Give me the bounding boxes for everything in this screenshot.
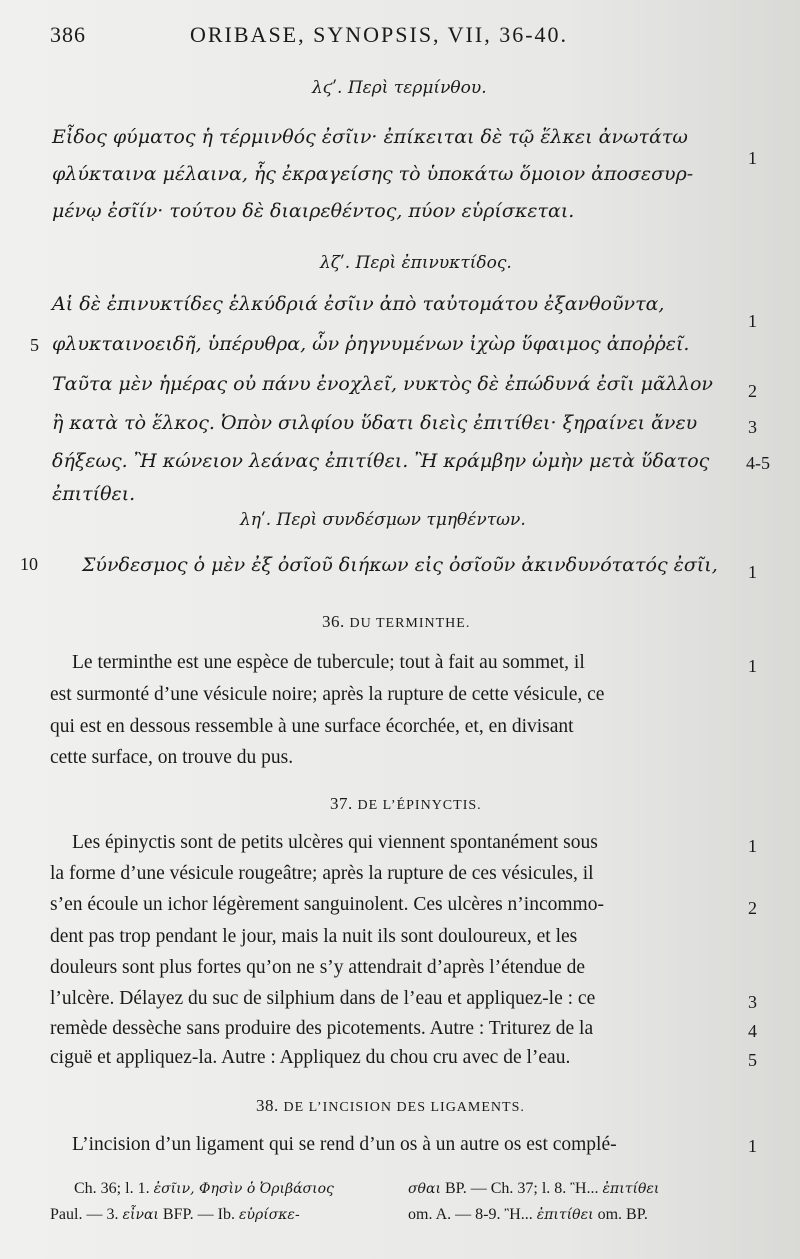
greek-line: φλύκταινα μέλαινα, ἧς ἐκραγείσης τὸ ὑποκάτω ὅμοιον ἀποσεσυρ- [52,163,694,185]
footnote-ref: Ch. 36; l. 1. [74,1180,150,1197]
line-number: 1 [748,562,757,582]
french-line: est surmonté d’une vésicule noire; après la rupture de cette vésicule, ce [50,684,605,705]
line-number: 2 [748,381,757,401]
greek-line: Αἱ δὲ ἐπινυκτίδες ἑλκύδριά ἐσῖιν ἀπὸ ταὐτομάτου ἐξανθοῦντα, [52,293,665,315]
line-number: 1 [748,311,757,331]
section-number: 37. [330,794,353,813]
french-line: remède dessèche sans produire des picotements. Autre : Triturez de la [50,1018,594,1039]
greek-line: μένῳ ἐσῖίν· τούτου δὲ διαιρεθέντος, πύον εὑρίσκεται. [52,200,575,222]
greek-line: ἢ κατὰ τὸ ἕλκος. Ὀπὸν σιλφίου ὕδατι διεὶς ἐπιτίθει· ξηραίνει ἄνευ [52,412,698,434]
footnote-greek: ἐπιτίθει [536,1207,594,1223]
french-title-38 [256,1096,525,1116]
footnote-greek: σθαι [408,1181,441,1197]
footnote-ref: BP. — Ch. 37; l. 8. Ἢ... [444,1180,599,1197]
line-number: 3 [748,992,757,1012]
french-title-37 [330,794,482,814]
greek-line: φλυκταινοειδῆ, ὑπέρυθρα, ὧν ῥηγνυμένων ἰχὼρ ὕφαιμος ἀποῤῥεῖ. [52,333,690,355]
line-number: 3 [748,417,757,437]
french-line: la forme d’une vésicule rougeâtre; après la rupture de ces vésicules, il [50,863,594,884]
greek-line: Σύνδεσμος ὁ μὲν ἐξ ὀσῖοῦ διήκων εἰς ὀσῖοῦν ἀκινδυνότατός ἐσῖι, [82,554,718,576]
running-title: ORIBASE, SYNOPSIS, VII, 36-40. [190,22,569,47]
section-heading: DU TERMINTHE. [349,616,471,631]
french-line: qui est en dessous ressemble à une surface écorchée, et, en divisant [50,716,574,737]
line-number: 5 [748,1050,757,1070]
footnote-ref: om. A. — 8-9. Ἢ... [408,1206,533,1223]
french-line: L’incision d’un ligament qui se rend d’un os à un autre os est complé- [72,1134,617,1155]
line-number: 4 [748,1021,757,1041]
greek-line: ἐπιτίθει. [52,483,136,505]
french-title-36 [322,612,470,632]
line-number-left: 10 [20,554,38,574]
footnote-line [50,1206,300,1224]
footnote-ref: BFP. — Ib. [162,1206,235,1223]
line-number: 1 [748,1136,757,1156]
line-number: 1 [748,656,757,676]
footnote-line [408,1180,659,1198]
footnote-greek: εὑρίσκε- [238,1207,300,1223]
greek-title-37: λζʹ. Περὶ ἐπινυκτίδος. [320,253,512,273]
french-line: cette surface, on trouve du pus. [50,747,294,768]
greek-line: δήξεως. Ἢ κώνειον λεάνας ἐπιτίθει. Ἢ κράμβην ὠμὴν μετὰ ὕδατος [52,450,710,472]
french-line: Le terminthe est une espèce de tubercule; tout à fait au sommet, il [72,652,585,673]
french-line: l’ulcère. Délayez du suc de silphium dans de l’eau et appliquez-le : ce [50,988,596,1009]
greek-line: Εἶδος φύματος ἡ τέρμινθός ἐσῖιν· ἐπίκειται δὲ τῷ ἕλκει ἀνωτάτω [52,126,688,148]
section-number: 38. [256,1096,279,1115]
line-number: 4-5 [746,453,770,473]
french-line: dent pas trop pendant le jour, mais la nuit ils sont douloureux, et les [50,926,578,947]
greek-title-38: ληʹ. Περὶ συνδέσμων τμηθέντων. [240,510,526,530]
footnote-line [74,1180,334,1198]
french-line: douleurs sont plus fortes qu’on ne s’y attendrait d’après l’étendue de [50,957,586,978]
footnote-ref: om. BP. [597,1206,648,1223]
footnote-line [408,1206,648,1224]
footnote-greek: εἶναι [122,1207,159,1223]
line-number-left: 5 [30,335,39,355]
french-line: ciguë et appliquez-la. Autre : Appliquez du chou cru avec de l’eau. [50,1047,571,1068]
footnote-greek: ἐσῖιν, Φησὶν ὁ Ὀριβάσιος [153,1181,334,1197]
page-number: 386 [50,22,86,47]
footnote-ref: Paul. — 3. [50,1206,119,1223]
section-heading: DE L’INCISION DES LIGAMENTS. [283,1100,525,1115]
line-number: 1 [748,836,757,856]
footnote-greek: ἐπιτίθει [602,1181,660,1197]
line-number: 2 [748,898,757,918]
running-header [50,22,750,52]
greek-line: Ταῦτα μὲν ἡμέρας οὐ πάνυ ἐνοχλεῖ, νυκτὸς δὲ ἐπώδυνά ἐσῖι μᾶλλον [52,373,713,395]
greek-title-36: λϛʹ. Περὶ τερμίνθου. [312,78,487,98]
french-line: Les épinyctis sont de petits ulcères qui viennent spontanément sous [72,832,598,853]
section-number: 36. [322,612,345,631]
line-number: 1 [748,148,757,168]
french-line: s’en écoule un ichor légèrement sanguinolent. Ces ulcères n’incommo- [50,894,604,915]
section-heading: DE L’ÉPINYCTIS. [357,798,482,813]
